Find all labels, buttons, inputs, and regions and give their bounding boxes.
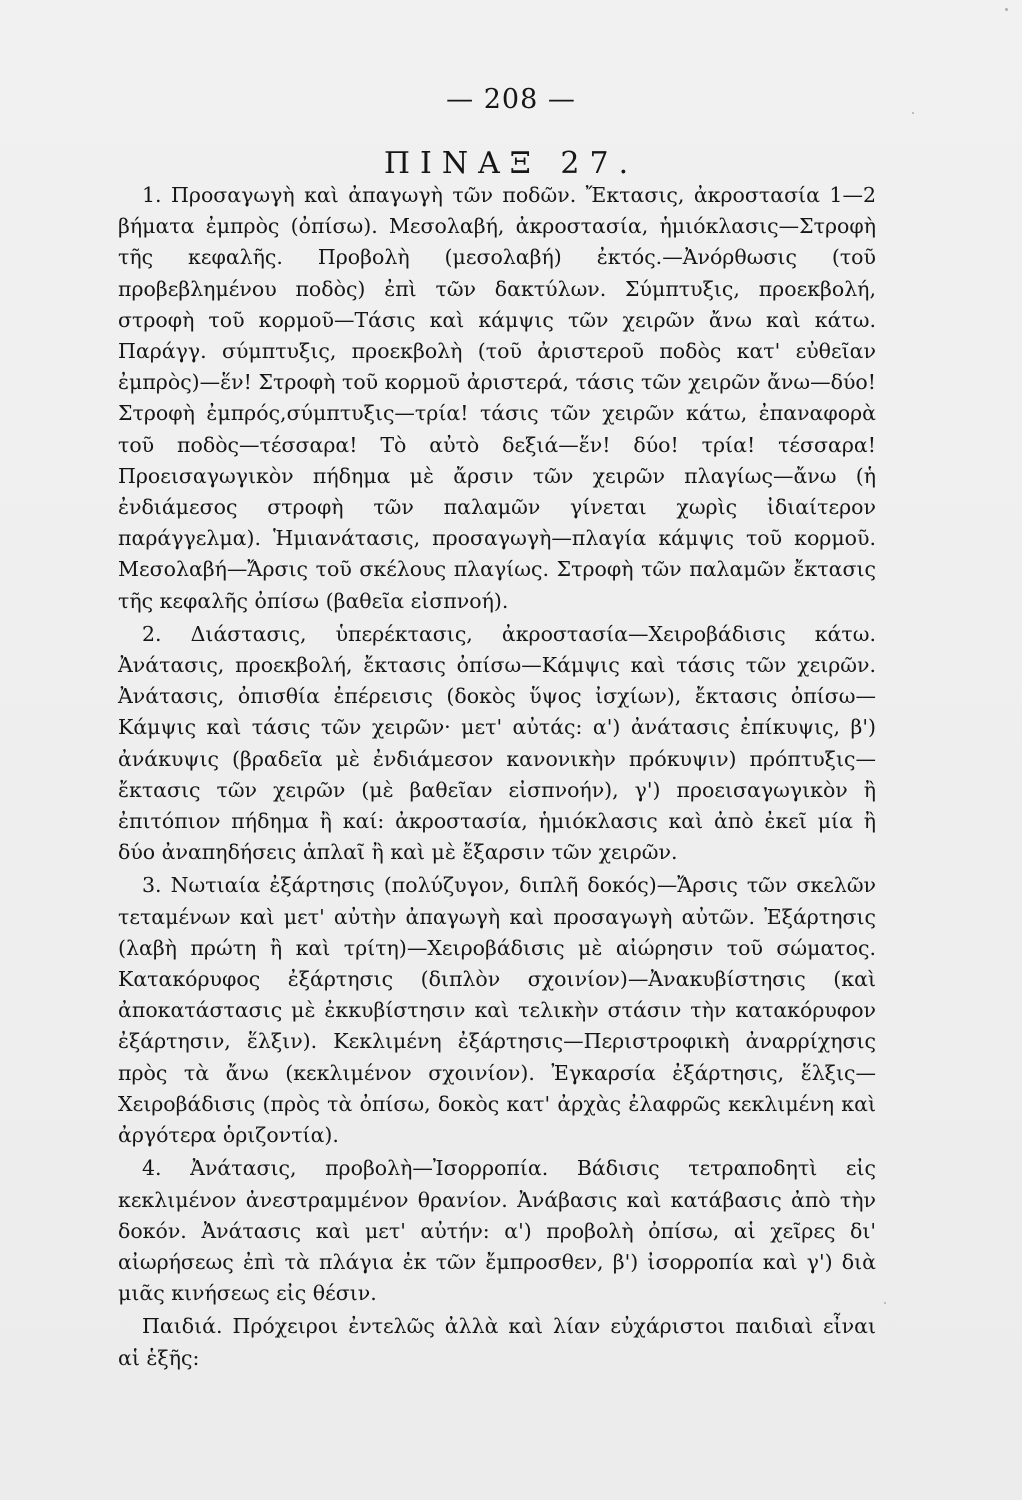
paragraph-3: 3. Νωτιαία ἐξάρτησις (πολύζυγον, διπλῆ δοκός)—Ἄρσις τῶν σκελῶν τεταμένων καὶ μετ' αὐτὴν ἀπαγωγὴ καὶ προσαγωγὴ αὐτῶν. Ἐξάρτησις (λαβὴ πρώτη ἢ καὶ τρίτη)—Χειροβάδισις μὲ αἰώρησιν τοῦ σώματος. Κατακόρυφος ἐξάρτησις (διπλὸν σχοινίον)—Ἀνακυβίστησις (καὶ ἀποκατάστασις μὲ ἐκκυβίστησιν καὶ τελικὴν στάσιν τὴν κατακόρυφον ἐξάρτησιν, ἕλξιν). Κεκλιμένη ἐξάρτησις—Περιστροφικὴ ἀναρρίχησις πρὸς τὰ ἄνω (κεκλιμένον σχοινίον). Ἐγκαρσία ἐξάρτησις, ἕλξις—Χειροβάδισις (πρὸς τὰ ὀπίσω, δοκὸς κατ' ἀρχὰς ἐλαφρῶς κεκλιμένη καὶ ἀργότερα ὁριζοντία).: [118, 873, 876, 1148]
paragraph-5: Παιδιά. Πρόχειροι ἐντελῶς ἀλλὰ καὶ λίαν εὐχάριστοι παιδιαὶ εἶναι αἱ ἑξῆς:: [118, 1314, 876, 1370]
table-heading: ΠΙΝΑΞ 27.: [383, 146, 639, 181]
paragraph-1: 1. Προσαγωγὴ καὶ ἀπαγωγὴ τῶν ποδῶν. Ἔκτασις, ἀκροστασία 1—2 βήματα ἐμπρὸς (ὀπίσω). Μεσολαβή, ἀκροστασία, ἡμιόκλασις—Στροφὴ τῆς κεφαλῆς. Προβολὴ (μεσολαβή) ἐκτός.—Ἀνόρθωσις (τοῦ προβεβλημένου ποδὸς) ἐπὶ τῶν δακτύλων. Σύμπτυξις, προεκβολή, στροφὴ τοῦ κορμοῦ—Τάσις καὶ κάμψις τῶν χειρῶν ἄνω καὶ κάτω. Παράγγ. σύμπτυξις, προεκβολὴ (τοῦ ἀριστεροῦ ποδὸς κατ' εὐθεῖαν ἐμπρὸς)—ἕν! Στροφὴ τοῦ κορμοῦ ἀριστερά, τάσις τῶν χειρῶν ἄνω—δύο! Στροφὴ ἐμπρός,σύμπτυξις—τρία! τάσις τῶν χειρῶν κάτω, ἐπαναφορὰ τοῦ ποδὸς—τέσσαρα! Τὸ αὐτὸ δεξιά—ἕν! δύο! τρία! τέσσαρα! Προεισαγωγικὸν πήδημα μὲ ἄρσιν τῶν χειρῶν πλαγίως—ἄνω (ἡ ἐνδιάμεσος στροφὴ τῶν παλαμῶν γίνεται χωρὶς ἰδιαίτερον παράγγελμα). Ἡμιανάτασις, προσαγωγὴ—πλαγία κάμψις τοῦ κορμοῦ. Μεσολαβή—Ἄρσις τοῦ σκέλους πλαγίως. Στροφὴ τῶν παλαμῶν ἔκτασις τῆς κεφαλῆς ὀπίσω (βαθεῖα εἰσπνοή).: [118, 183, 876, 613]
paragraph-4: 4. Ἀνάτασις, προβολὴ—Ἰσορροπία. Βάδισις τετραποδητὶ εἰς κεκλιμένον ἀνεστραμμένον θρανίον. Ἀνάβασις καὶ κατάβασις ἀπὸ τὴν δοκόν. Ἀνάτασις καὶ μετ' αὐτήν: α') προβολὴ ὀπίσω, αἱ χεῖρες δι' αἰωρήσεως ἐπὶ τὰ πλάγια ἐκ τῶν ἔμπροσθεν, β') ἰσορροπία καὶ γ') διὰ μιᾶς κινήσεως εἰς θέσιν.: [118, 1156, 876, 1306]
scan-speck: [884, 1302, 886, 1304]
page-number: — 208 —: [446, 84, 576, 115]
scan-speck: [912, 112, 914, 114]
page-body: [118, 180, 876, 1374]
scan-speck: [1005, 8, 1008, 11]
paragraph-2: 2. Διάστασις, ὑπερέκτασις, ἀκροστασία—Χειροβάδισις κάτω. Ἀνάτασις, προεκβολή, ἔκτασις ὀπίσω—Κάμψις καὶ τάσις τῶν χειρῶν. Ἀνάτασις, ὀπισθία ἐπέρεισις (δοκὸς ὕψος ἰσχίων), ἔκτασις ὀπίσω—Κάμψις καὶ τάσις τῶν χειρῶν· μετ' αὐτάς: α') ἀνάτασις ἐπίκυψις, β') ἀνάκυψις (βραδεῖα μὲ ἐνδιάμεσον κανονικὴν πρόκυψιν) πρόπτυξις—ἔκτασις τῶν χειρῶν (μὲ βαθεῖαν εἰσπνοήν), γ') προεισαγωγικὸν ἢ ἐπιτόπιον πήδημα ἢ καί: ἀκροστασία, ἡμιόκλασις καὶ ἀπὸ ἐκεῖ μία ἢ δύο ἀναπηδήσεις ἁπλαῖ ἢ καὶ μὲ ἔξαρσιν τῶν χειρῶν.: [118, 621, 876, 865]
